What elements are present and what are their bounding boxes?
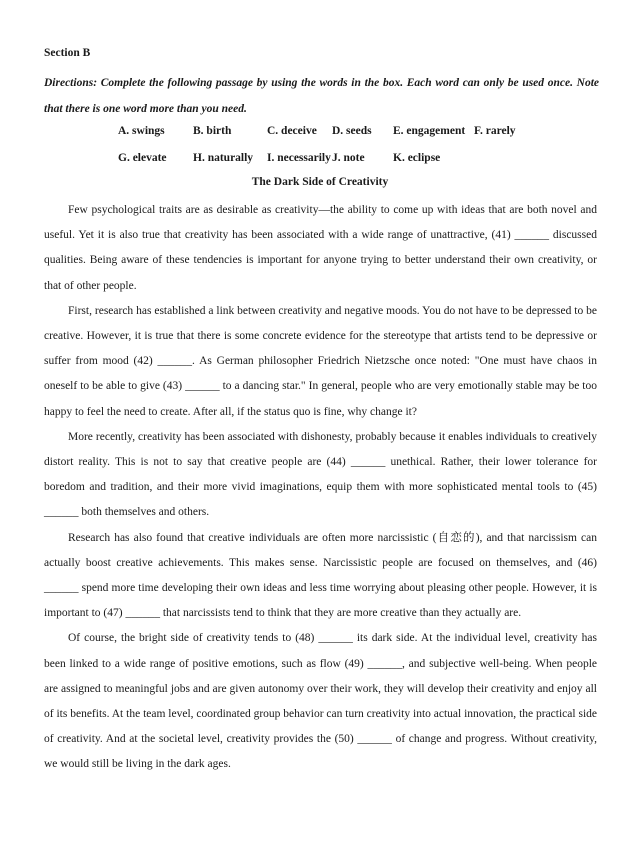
passage-body: [44, 198, 597, 778]
word-option: A. swings: [118, 125, 165, 137]
word-option: I. necessarily: [267, 152, 331, 164]
word-option: E. engagement: [393, 125, 466, 137]
word-option: F. rarely: [474, 125, 516, 137]
paragraph: More recently, creativity has been associated with dishonesty, probably because it enables individuals to creatively distort reality. This is not to say that creative people are (44) ______ unethical. Rather, their lower tolerance for boredom and tradition, and their more vivid imaginations, equip them with more sophisticated mental tools to (45) ______ both themselves and others.: [44, 430, 597, 519]
paragraph: Research has also found that creative individuals are often more narcissistic (自恋的), and that narcissism can actually boost creative achievements. This makes sense. Narcissistic people are focused on themselves, and (46) ______ spend more time developing their own ideas and less time worrying about pleasing other people. However, it is important to (47) ______ that narcissists tend to think that they are more creative than they actually are.: [44, 531, 597, 620]
word-option: K. eclipse: [393, 152, 441, 164]
word-option: C. deceive: [267, 125, 317, 137]
word-option: B. birth: [193, 125, 232, 137]
word-option: D. seeds: [332, 125, 372, 137]
section-label: Section B: [44, 47, 91, 59]
word-option: G. elevate: [118, 152, 167, 164]
passage-title: The Dark Side of Creativity: [251, 176, 389, 188]
directions: Directions: Complete the following passage by using the words in the box. Each word can only be used once. Note that there is one word more than you need.: [44, 77, 599, 115]
word-option: J. note: [332, 152, 365, 164]
paragraph: Of course, the bright side of creativity tends to (48) ______ its dark side. At the individual level, creativity has been linked to a wide range of positive emotions, such as flow (49) ______, and subjective well-being. When people are assigned to meaningful jobs and are given autonomy over their work, they will develop their creativity and enjoy all of its benefits. At the team level, coordinated group behavior can turn creativity into actual innovation, the practical side of creativity. And at the societal level, creativity provides the (50) ______ of change and progress. Without creativity, we would still be living in the dark ages.: [44, 632, 597, 771]
word-option: H. naturally: [193, 152, 254, 164]
paragraph: Few psychological traits are as desirable as creativity—the ability to come up with ideas that are both novel and useful. Yet it is also true that creativity has been associated with a wide range of unattractive, (41) ______ discussed qualities. Being aware of these tendencies is important for anyone trying to better understand their own creativity, or that of other people.: [44, 204, 597, 292]
paragraph: First, research has established a link between creativity and negative moods. You do not have to be depressed to be creative. However, it is true that there is some concrete evidence for the stereotype that artists tend to be depressive or suffer from mood (42) ______. As German philosopher Friedrich Nietzsche once noted: "One must have chaos in oneself to be able to give (43) ______ to a dancing star." In general, people who are very emotionally stable may be too happy to feel the need to create. After all, if the status quo is fine, why change it?: [44, 304, 597, 418]
